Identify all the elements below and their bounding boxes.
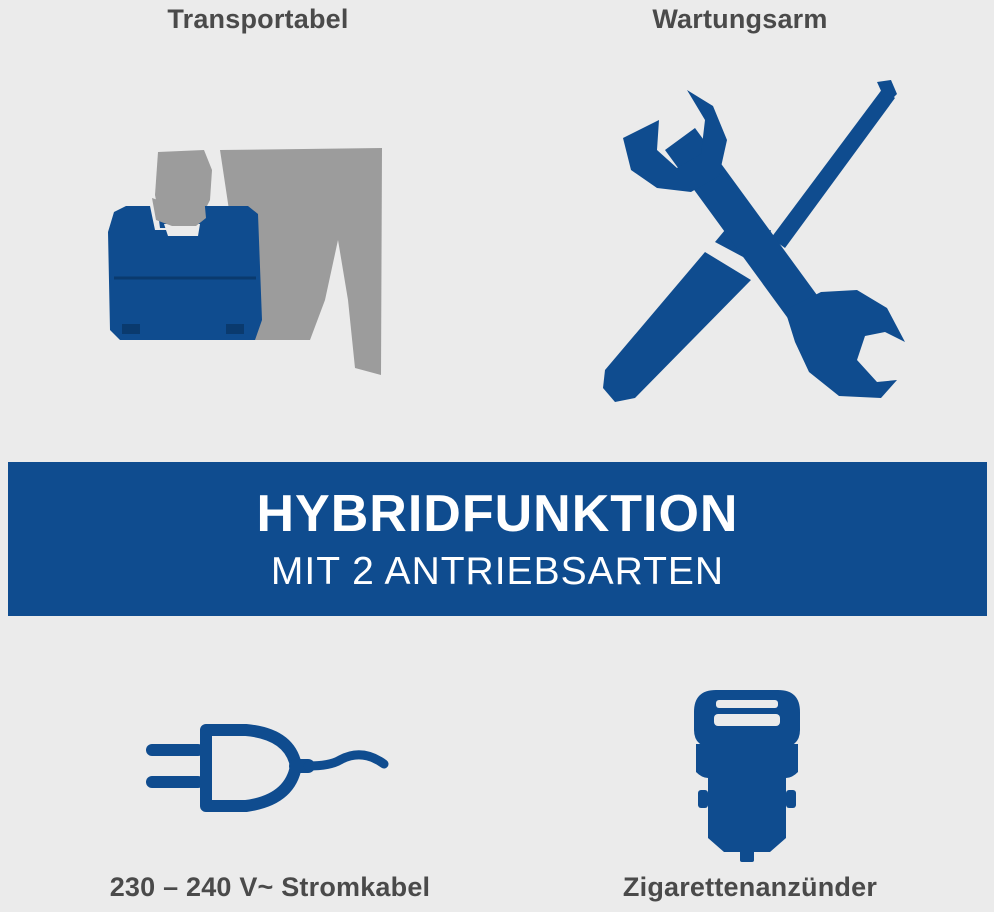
car-charger-icon (686, 686, 808, 866)
banner-subtitle: MIT 2 ANTRIEBSARTEN (270, 550, 725, 593)
transportabel-label: Transportabel (167, 4, 349, 34)
wartungsarm-label: Wartungsarm (652, 4, 828, 34)
stromkabel-label: 230 – 240 V~ Stromkabel (109, 872, 431, 902)
hybrid-banner (8, 462, 987, 616)
carry-case-icon (100, 140, 390, 385)
wrench-screwdriver-icon (595, 80, 910, 410)
power-plug-icon (140, 720, 390, 830)
zigarettenanzuender-label: Zigarettenanzünder (622, 872, 878, 902)
banner-title: HYBRIDFUNKTION (256, 485, 739, 543)
